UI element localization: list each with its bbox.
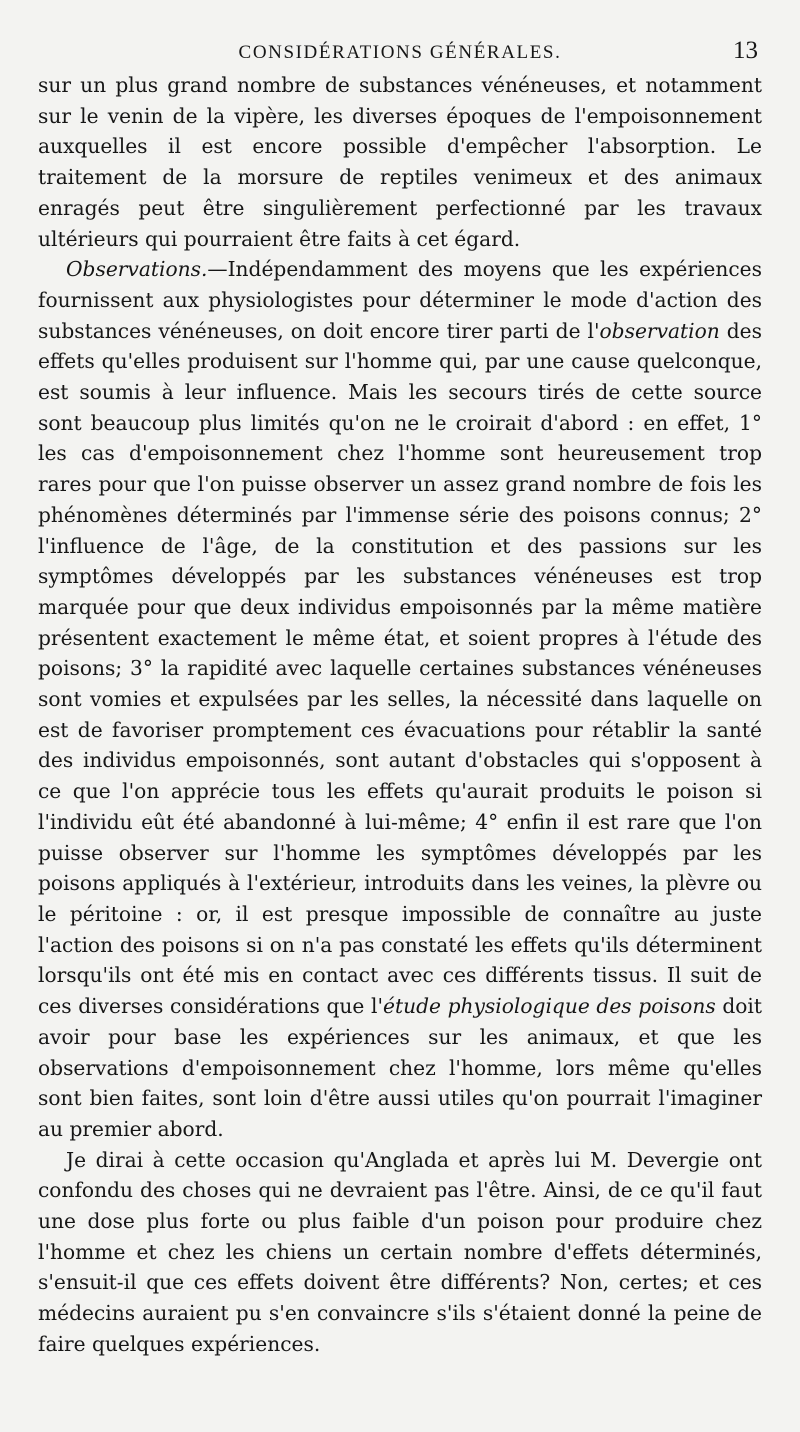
section-heading: Observations. [66, 257, 208, 282]
paragraph-2-text-a: —Indépendamment des moyens que les expériences fournissent aux physiologistes pour déterminer le mode d'action des substances vénéneuses, on doit encore tirer parti de l' [38, 257, 762, 343]
page-header [38, 34, 762, 68]
emphasis-observation: observation [599, 318, 720, 343]
paragraph-2 [38, 254, 762, 1144]
body-text [38, 70, 762, 1360]
emphasis-etude: étude physiologique des poisons [383, 994, 716, 1019]
paragraph-2-text-b: des effets qu'elles produisent sur l'homme qui, par une cause quelconque, est soumis à leur influence. Mais les secours tirés de cette source sont beaucoup plus limités qu'on ne le croirait d'abord : en effet, 1° les cas d'empoisonnement chez l'homme sont heureusement trop rares pour que l'on puisse observer un assez grand nombre de fois les phénomènes déterminés par l'immense série des poisons connus; 2° l'influence de l'âge, de la constitution et des passions sur les symptômes développés par les substances vénéneuses est trop marquée pour que deux individus empoisonnés par la même matière présentent exactement le même état, et soient propres à l'étude des poisons; 3° la rapidité avec laquelle certaines substances vénéneuses sont vomies et expulsées par les selles, la nécessité dans laquelle on est de favoriser promptement ces évacuations pour rétablir la santé des individus empoisonnés, sont autant d'obstacles qui s'opposent à ce que l'on apprécie tous les effets qu'aurait produits le poison si l'individu eût été abandonné à lui-même; 4° enfin il est rare que l'on puisse observer sur l'homme les symptômes développés par les poisons appliqués à l'extérieur, introduits dans les veines, la plèvre ou le péritoine : or, il est presque impossible de connaître au juste l'action des poisons si on n'a pas constaté les effets qu'ils déterminent lorsqu'ils ont été mis en contact avec ces différents tissus. Il suit de ces diverses considérations que l' [38, 318, 762, 1019]
paragraph-2-text-c: doit avoir pour base les expériences sur les animaux, et que les observations d'empoisonnement chez l'homme, lors même qu'elles sont bien faites, sont loin d'être aussi utiles qu'on pourrait l'imaginer au premier abord. [38, 994, 762, 1141]
paragraph-3: Je dirai à cette occasion qu'Anglada et après lui M. Devergie ont confondu des choses qui ne devraient pas l'être. Ainsi, de ce qu'il faut une dose plus forte ou plus faible d'un poison pour produire chez l'homme et chez les chiens un certain nombre d'effets déterminés, s'ensuit-il que ces effets doivent être différents? Non, certes; et ces médecins auraient pu s'en convaincre s'ils s'étaient donné la peine de faire quelques expériences. [38, 1147, 762, 1356]
page-number: 13 [733, 37, 758, 64]
paragraph-1: sur un plus grand nombre de substances vénéneuses, et notamment sur le venin de la vipère, les diverses époques de l'empoisonnement auxquelles il est encore possible d'empêcher l'absorption. Le traitement de la morsure de reptiles venimeux et des animaux enragés peut être singulièrement perfectionné par les travaux ultérieurs qui pourraient être faits à cet égard. [38, 73, 762, 251]
running-head: CONSIDÉRATIONS GÉNÉRALES. [238, 42, 562, 63]
